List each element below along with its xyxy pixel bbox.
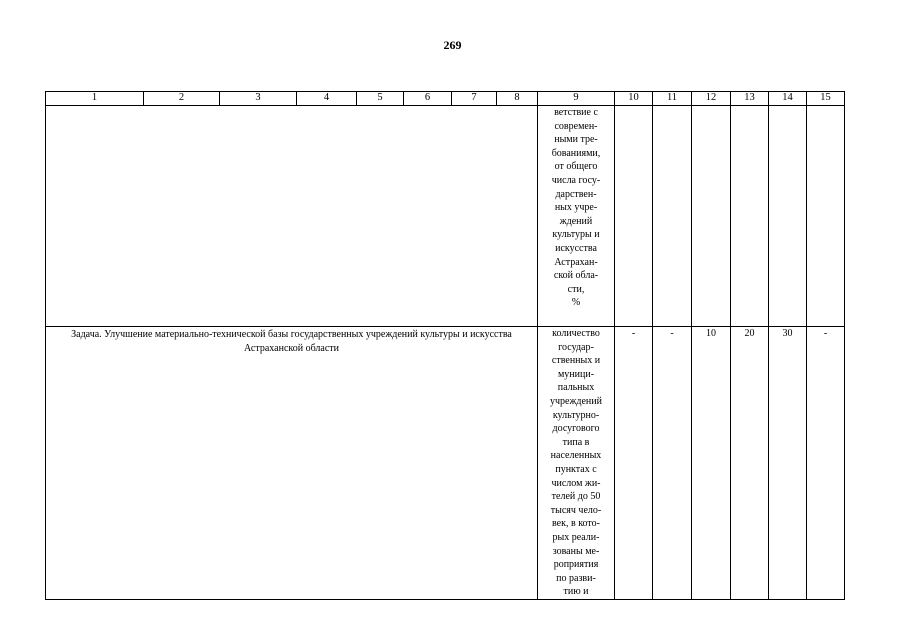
- header-cell-9: 9: [538, 92, 615, 106]
- indicator-line: современ-: [554, 120, 598, 132]
- indicator-line: досугового: [552, 423, 600, 435]
- empty-cell: [731, 106, 769, 327]
- indicator-line: населенных: [550, 450, 602, 462]
- header-cell-6: 6: [404, 92, 452, 106]
- empty-cell: [692, 106, 731, 327]
- empty-cell: [653, 106, 692, 327]
- indicator-line: пальных: [557, 382, 595, 394]
- indicator-line: %: [571, 297, 581, 309]
- header-cell-3: 3: [220, 92, 297, 106]
- indicator-line: числа госу-: [551, 174, 601, 186]
- header-cell-8: 8: [497, 92, 538, 106]
- indicator-line: рых реали-: [552, 531, 600, 543]
- indicator-line: культурно-: [552, 409, 600, 421]
- empty-cell: [46, 106, 538, 327]
- indicator-line: зованы ме-: [552, 545, 600, 557]
- indicator-line: сти,: [567, 283, 585, 295]
- indicator-line: искусства: [555, 242, 597, 254]
- header-cell-5: 5: [357, 92, 404, 106]
- indicator-line: дарствен-: [555, 188, 597, 200]
- table-row: [46, 327, 845, 600]
- indicator-line: количество: [552, 328, 600, 339]
- indicator-line: культуры и: [552, 229, 600, 241]
- header-cell-12: 12: [692, 92, 731, 106]
- header-cell-11: 11: [653, 92, 692, 106]
- indicator-line: учреждений: [550, 395, 602, 407]
- value-cell-10: -: [615, 327, 653, 600]
- indicator-cell: [538, 327, 615, 600]
- indicator-line: век, в кото-: [552, 518, 600, 530]
- indicator-line: тысяч чело-: [550, 504, 602, 516]
- header-row: [46, 92, 845, 106]
- value-cell-12: 10: [692, 327, 731, 600]
- empty-cell: [807, 106, 845, 327]
- indicator-line: типа в: [562, 436, 590, 448]
- header-cell-7: 7: [452, 92, 497, 106]
- indicator-line: государ-: [558, 341, 594, 353]
- header-cell-13: 13: [731, 92, 769, 106]
- indicator-cell: [538, 106, 615, 327]
- indicator-line: ных учре-: [554, 202, 598, 214]
- page-number: 269: [443, 38, 462, 52]
- indicator-line: пунктах с: [555, 463, 597, 475]
- empty-cell: [615, 106, 653, 327]
- value-cell-15: -: [807, 327, 845, 600]
- indicator-line: роприятия: [553, 559, 599, 571]
- header-cell-10: 10: [615, 92, 653, 106]
- table-row: [46, 106, 845, 327]
- indicator-line: по разви-: [556, 572, 596, 584]
- indicator-line: числом жи-: [551, 477, 601, 489]
- indicator-line: тию и: [563, 586, 589, 598]
- value-cell-11: -: [653, 327, 692, 600]
- header-cell-4: 4: [297, 92, 357, 106]
- indicator-line: ветствие с: [554, 107, 598, 118]
- header-cell-14: 14: [769, 92, 807, 106]
- indicator-line: ской обла-: [553, 270, 599, 282]
- value-cell-13: 20: [731, 327, 769, 600]
- task-cell: Задача. Улучшение материально-технической базы государственных учреждений культуры и искусства Астраханской области: [46, 327, 538, 600]
- empty-cell: [769, 106, 807, 327]
- indicator-line: Астрахан-: [554, 256, 598, 268]
- indicator-line: ными тре-: [554, 134, 598, 146]
- indicator-line: муници-: [557, 368, 595, 380]
- header-cell-1: 1: [46, 92, 144, 106]
- indicator-line: ждений: [559, 215, 593, 227]
- indicator-line: от общего: [554, 161, 598, 173]
- indicator-line: ственных и: [551, 355, 601, 367]
- value-cell-14: 30: [769, 327, 807, 600]
- indicator-line: бованиями,: [551, 147, 601, 159]
- indicator-line: телей до 50: [551, 491, 601, 503]
- header-cell-2: 2: [144, 92, 220, 106]
- data-table: [45, 91, 845, 600]
- header-cell-15: 15: [807, 92, 845, 106]
